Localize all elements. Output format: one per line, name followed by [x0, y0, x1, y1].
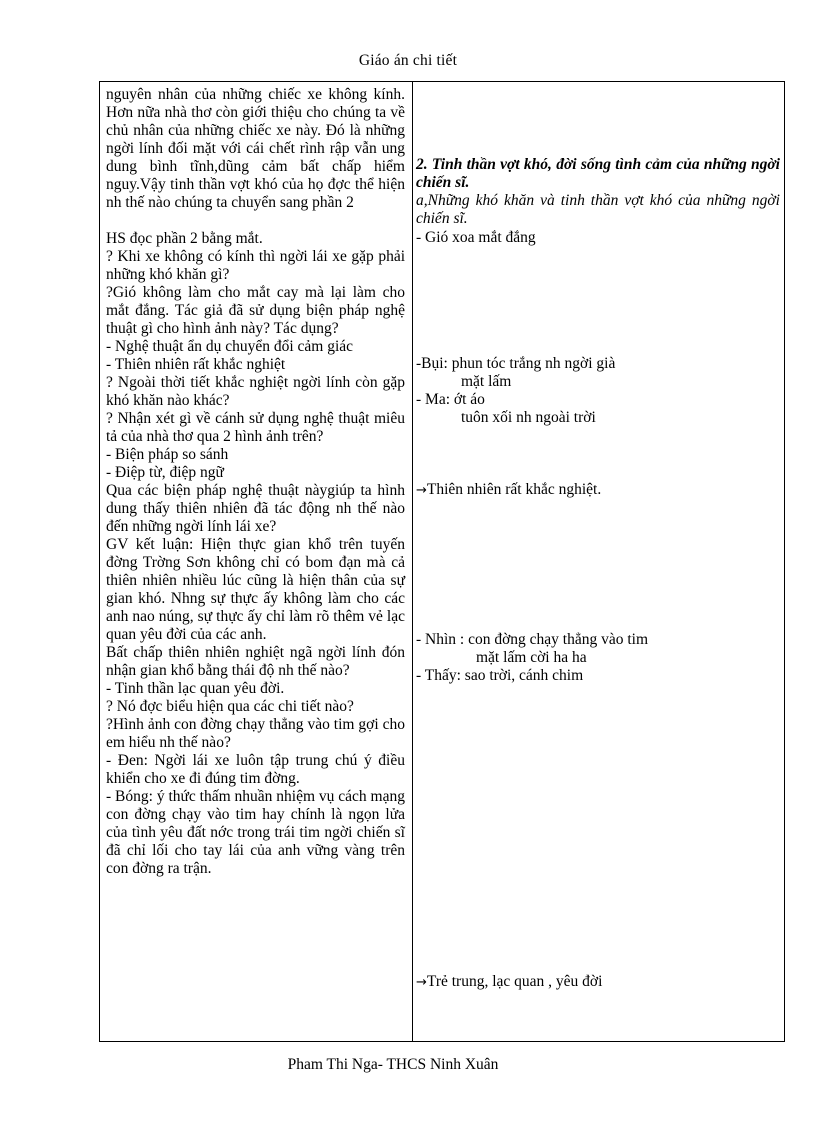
arrow-right-icon: → — [416, 483, 427, 498]
see-detail-sky: - Thấy: sao trời, cánh chim — [416, 667, 584, 684]
wind-detail: - Gió xoa mắt đắng — [416, 229, 536, 246]
arrow-right-icon: → — [416, 975, 427, 990]
left-paragraph: ? Khi xe không có kính thì ngời lái xe gặp phải những khó khăn gì? — [106, 248, 405, 283]
page-header: Giáo án chi tiết — [358, 52, 458, 69]
left-paragraph: Bất chấp thiên nhiên nghiệt ngã ngời lính đón nhận gian khổ bằng thái độ nh thế nào? — [106, 644, 405, 679]
page-footer: Pham Thi Nga- THCS Ninh Xuân — [287, 1056, 499, 1073]
left-paragraph: nguyên nhân của những chiếc xe không kính. Hơn nữa nhà thơ còn giới thiệu cho chúng ta về chủ nhân của những chiếc xe này. Đó là những ngời lính đối mặt với cái chết rình rập vẫn ung dung bình tĩnh,dũng cảm bất chấp hiểm nguy.Vậy tinh thần vợt khó của họ đợc thể hiện nh thế nào chúng ta chuyển sang phần 2 — [106, 86, 405, 211]
left-paragraph: HS đọc phần 2 bằng mắt. — [106, 230, 263, 247]
nature-conclusion-text: Thiên nhiên rất khắc nghiệt. — [426, 481, 602, 498]
left-paragraph: Qua các biện pháp nghệ thuật nàygiúp ta hình dung thấy thiên nhiên đã tác động nh thế nào đến những ngời lính lái xe? — [106, 482, 405, 535]
see-detail-continued: mặt lấm cời ha ha — [476, 649, 587, 666]
see-detail: - Nhìn : con đờng chạy thẳng vào tim — [416, 631, 649, 648]
left-paragraph: GV kết luận: Hiện thực gian khổ trên tuyến đờng Trờng Sơn không chỉ có bom đạn mà cả thiên nhiên nhiều lúc cũng là hiện thân của sự gian khó. Nhng sự thực ấy không làm cho các anh nao núng, sự thực ấy chỉ làm rõ thêm vẻ lạc quan yêu đời của các anh. — [106, 536, 405, 643]
left-paragraph: ? Ngoài thời tiết khắc nghiệt ngời lính còn gặp khó khăn nào khác? — [106, 374, 405, 409]
left-paragraph: - Đen: Ngời lái xe luôn tập trung chú ý điều khiển cho xe đi đúng tim đờng. — [106, 752, 405, 787]
left-paragraph: - Điệp từ, điệp ngữ — [106, 464, 224, 481]
section-title: 2. Tinh thần vợt khó, đời sống tình cảm của những ngời chiến sĩ. — [416, 156, 780, 191]
subsection-title: a,Những khó khăn và tinh thần vợt khó của những ngời chiến sĩ. — [416, 192, 780, 227]
left-paragraph: - Biện pháp so sánh — [106, 446, 229, 463]
left-paragraph: ? Nó đợc biểu hiện qua các chi tiết nào? — [106, 698, 354, 715]
final-conclusion — [416, 973, 780, 992]
left-paragraph: ?Gió không làm cho mắt cay mà lại làm cho mắt đắng. Tác giả đã sử dụng biện pháp nghệ thuật gì cho hình ảnh này? Tác dụng? — [106, 284, 405, 337]
left-paragraph: - Tinh thần lạc quan yêu đời. — [106, 680, 285, 697]
left-paragraph: ? Nhận xét gì về cánh sử dụng nghệ thuật miêu tả của nhà thơ qua 2 hình ảnh trên? — [106, 410, 405, 445]
left-paragraph: ?Hình ảnh con đờng chạy thẳng vào tim gợi cho em hiểu nh thế nào? — [106, 716, 405, 751]
lesson-table — [99, 81, 785, 1042]
left-blank-line — [106, 212, 405, 230]
final-conclusion-text: Trẻ trung, lạc quan , yêu đời — [426, 973, 603, 990]
dust-detail-continued: mặt lấm — [461, 373, 512, 390]
left-paragraph: - Nghệ thuật ẩn dụ chuyển đổi cảm giác — [106, 338, 354, 355]
nature-conclusion — [416, 481, 780, 500]
rain-detail: - Ma: ớt áo — [416, 391, 485, 408]
rain-detail-continued: tuôn xối nh ngoài trời — [461, 409, 596, 426]
column-divider — [412, 82, 413, 1041]
left-paragraph: - Thiên nhiên rất khắc nghiệt — [106, 356, 286, 373]
left-paragraph: - Bóng: ý thức thấm nhuần nhiệm vụ cách mạng con đờng chạy vào tim hay chính là ngọn lửa của tình yêu đất nớc trong trái tim ngời chiến sĩ đã chỉ lối cho tay lái của anh vững vàng trên con đờng ra trận. — [106, 788, 405, 877]
teacher-student-activity-column — [106, 86, 405, 878]
dust-detail: -Bụi: phun tóc trắng nh ngời già — [416, 355, 616, 372]
